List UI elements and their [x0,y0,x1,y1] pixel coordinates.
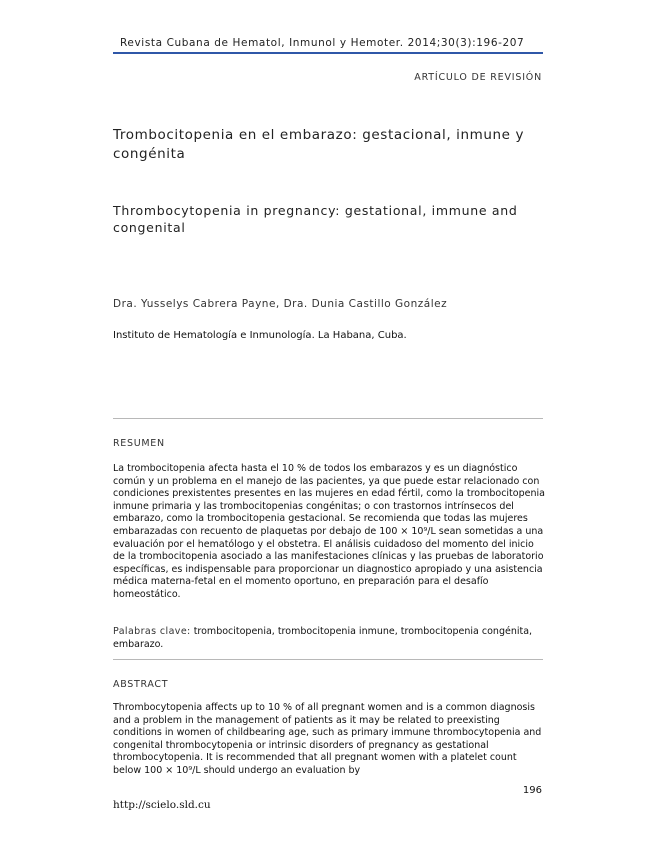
keywords-list: trombocitopenia, trombocitopenia inmune, trombocitopenia congénita, embarazo. [113,626,533,650]
article-title-spanish: Trombocitopenia en el embarazo: gestacional, inmune y congénita [113,127,525,162]
abstract-heading: ABSTRACT [113,679,169,690]
header-divider [113,52,543,54]
footer-url-link[interactable]: http://scielo.sld.cu [113,799,211,811]
resumen-heading: RESUMEN [113,438,165,449]
journal-citation: Revista Cubana de Hematol, Inmunol y Hemoter. 2014;30(3):196-207 [120,37,525,49]
keywords [113,626,545,651]
section-divider [113,659,543,660]
abstract-text: Thrombocytopenia affects up to 10 % of all pregnant women and is a common diagnosis and a problem in the management of patients as it may be related to preexisting conditions in women of childbearing age, such as primary immune thrombocytopenia and congenital thrombocytopenia or intrinsic disorders of pregnancy as gestational thrombocytopenia. It is recommended that all pregnant women with a platelet count below 100 × 10⁹/L should undergo an evaluation by [113,702,542,776]
page-number: 196 [522,785,542,796]
authors: Dra. Yusselys Cabrera Payne, Dra. Dunia Castillo González [113,298,448,310]
section-divider [113,418,543,419]
keywords-label: Palabras clave: [113,626,191,637]
article-title-english: Thrombocytopenia in pregnancy: gestational, immune and congenital [113,203,518,235]
resumen-text: La trombocitopenia afecta hasta el 10 % de todos los embarazos y es un diagnóstico común y un problema en el manejo de las pacientes, ya que puede estar relacionado con condiciones prexistentes presentes en las mujeres en edad fértil, como la trombocitopenia inmune primaria y las trombocitopenias congénitas; o con trastornos intrínsecos del embarazo, como la trombocitopenia gestacional. Se recomienda que todas las mujeres embarazadas con recuento de plaquetas por debajo de 100 × 10⁹/L sean sometidas a una evaluación por el hematólogo y el obstetra. El análisis cuidadoso del momento del inicio de la trombocitopenia asociado a las manifestaciones clínicas y las pruebas de laboratorio específicas, es indispensable para proporcionar un diagnostico apropiado y una asistencia médica materna-fetal en el momento oportuno, en preparación para el desafío homeostático. [113,463,545,600]
affiliation: Instituto de Hematología e Inmunología. La Habana, Cuba. [113,330,407,341]
article-type-label: ARTÍCULO DE REVISIÓN [414,72,542,83]
